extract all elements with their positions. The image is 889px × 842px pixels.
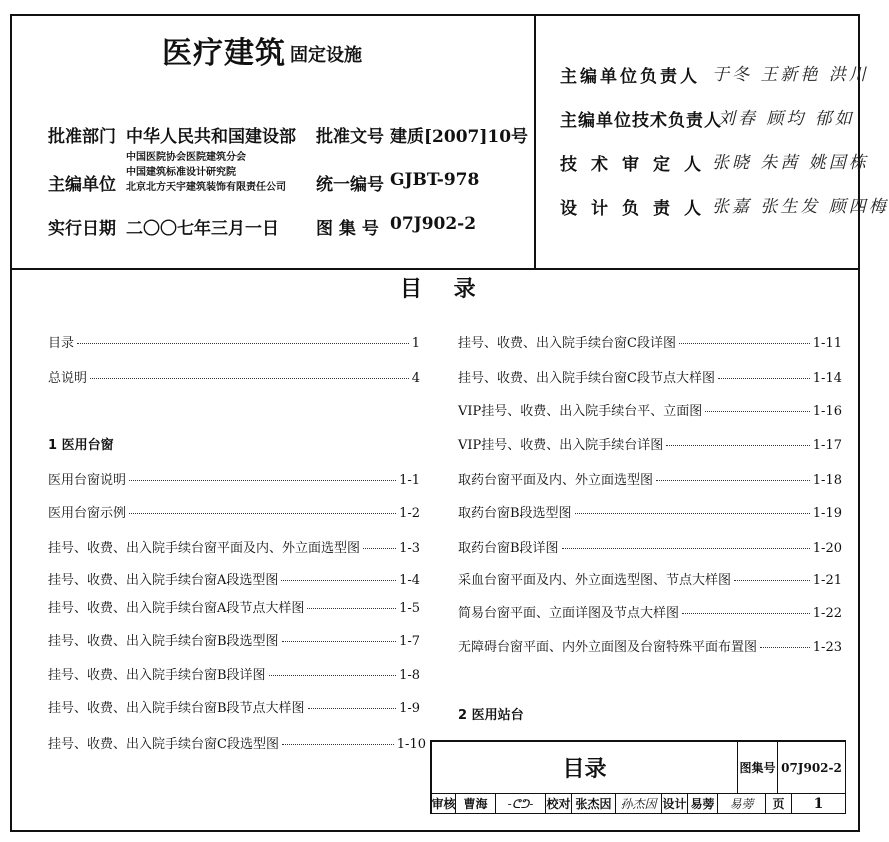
toc-item-label: VIP挂号、收费、出入院手续台详图 [458, 438, 664, 453]
atlas-no: 07J902-2 [390, 214, 477, 234]
toc-item[interactable] [458, 602, 842, 621]
page-label: 页 [766, 794, 792, 814]
review-label: 审核 [432, 794, 456, 814]
section-heading-1: 1 医用台窗 [48, 438, 114, 453]
toc-item[interactable] [458, 569, 842, 588]
toc-item[interactable] [458, 400, 842, 419]
atlas-no-label: 图 集 号 [316, 219, 379, 239]
toc-leader [281, 580, 396, 581]
resp-role-3: 技术审定人 [560, 155, 715, 175]
toc-leader [656, 480, 810, 481]
toc-item-page: 1-20 [812, 541, 842, 556]
toc-item[interactable] [48, 733, 426, 752]
toc-item-label: 挂号、收费、出入院手续台窗C段节点大样图 [458, 371, 715, 386]
toc-item[interactable] [458, 636, 842, 655]
toc-leader [679, 343, 810, 344]
toc-item-page: 1-4 [399, 573, 420, 588]
section-heading-2: 2 医用站台 [458, 708, 524, 723]
toc-leader [90, 378, 409, 379]
reviewer-name: 曹海 [456, 794, 496, 814]
toc-item[interactable] [458, 502, 842, 521]
effective-date: 二〇〇七年三月一日 [126, 219, 279, 239]
toc-item-page: 1-17 [812, 438, 842, 453]
checker-signature: 孙杰因 [616, 794, 662, 814]
toc-item-page: 1-2 [399, 506, 420, 521]
toc-item-label: 挂号、收费、出入院手续台窗C段选型图 [48, 737, 279, 752]
toc-item[interactable] [48, 569, 420, 588]
toc-item-page: 1-5 [399, 601, 420, 616]
header-divider [12, 268, 858, 270]
toc-item-label: 目录 [48, 336, 75, 351]
book-subtitle: 固定设施 [290, 45, 362, 66]
toc-leader [760, 647, 810, 648]
toc-item[interactable] [458, 537, 842, 556]
toc-leader [282, 744, 394, 745]
toc-leader [575, 513, 810, 514]
resp-role-2: 主编单位技术负责人 [560, 111, 722, 131]
toc-item-page: 1-3 [399, 541, 420, 556]
toc-item-label: 采血台窗平面及内、外立面选型图、节点大样图 [458, 573, 732, 588]
toc-item-page: 1-14 [812, 371, 842, 386]
toc-item[interactable] [458, 332, 842, 351]
toc-item[interactable] [458, 469, 842, 488]
toc-item-label: 挂号、收费、出入院手续台窗C段详图 [458, 336, 676, 351]
toc-leader [269, 675, 397, 676]
unified-no: GJBT-978 [390, 170, 480, 190]
toc-leader [562, 548, 810, 549]
title-block [430, 740, 846, 814]
toc-leader [129, 513, 396, 514]
toc-item-page: 1-10 [396, 737, 426, 752]
toc-leader [129, 480, 396, 481]
toc-item-page: 1-23 [812, 640, 842, 655]
book-title: 医疗建筑 [162, 36, 286, 71]
effective-date-label: 实行日期 [48, 219, 116, 239]
editor-unit-2: 中国建筑标准设计研究院 [126, 167, 236, 178]
design-label: 设计 [662, 794, 688, 814]
toc-item-label: 挂号、收费、出入院手续台窗A段选型图 [48, 573, 279, 588]
toc-item[interactable] [48, 597, 420, 616]
resp-sigs-2: 刘春 顾均 郁如 [718, 109, 855, 129]
toc-leader [282, 641, 397, 642]
toc-title: 目 录 [400, 277, 488, 302]
toc-item[interactable] [48, 537, 420, 556]
toc-item-page: 1 [411, 336, 420, 351]
toc-item-label: 医用台窗示例 [48, 506, 127, 521]
toc-item[interactable] [458, 434, 842, 453]
resp-role-4: 设计负责人 [560, 199, 715, 219]
toc-item-label: 医用台窗说明 [48, 473, 127, 488]
toc-item-label: 无障碍台窗平面、内外立面图及台窗特殊平面布置图 [458, 640, 758, 655]
toc-leader [666, 445, 810, 446]
toc-item-page: 1-9 [399, 701, 420, 716]
toc-item[interactable] [48, 502, 420, 521]
resp-role-1: 主编单位负责人 [560, 67, 700, 87]
toc-item-page: 1-11 [812, 336, 842, 351]
toc-item-label: 挂号、收费、出入院手续台窗B段详图 [48, 668, 266, 683]
toc-item-label: 取药台窗平面及内、外立面选型图 [458, 473, 654, 488]
title-block-atlas-no: 07J902-2 [778, 742, 846, 794]
toc-item-label: 挂号、收费、出入院手续台窗B段选型图 [48, 634, 279, 649]
toc-leader [77, 343, 409, 344]
toc-item-page: 1-7 [399, 634, 420, 649]
toc-item-page: 4 [411, 371, 420, 386]
approval-doc: 建质[2007]10号 [390, 127, 529, 147]
approval-dept: 中华人民共和国建设部 [126, 127, 296, 147]
approval-doc-label: 批准文号 [316, 127, 384, 147]
editor-unit-3: 北京北方天宇建筑装饰有限责任公司 [126, 182, 286, 193]
editor-unit-1: 中国医院协会医院建筑分会 [126, 152, 246, 163]
toc-item-page: 1-22 [812, 606, 842, 621]
toc-leader [363, 548, 396, 549]
check-label: 校对 [546, 794, 572, 814]
toc-leader [734, 580, 810, 581]
page-number: 1 [792, 794, 846, 814]
toc-item[interactable] [48, 697, 420, 716]
title-block-name: 目录 [432, 742, 738, 794]
toc-leader [705, 411, 810, 412]
toc-leader [718, 378, 810, 379]
approval-dept-label: 批准部门 [48, 127, 116, 147]
toc-item-label: 简易台窗平面、立面详图及节点大样图 [458, 606, 680, 621]
toc-item-label: 取药台窗B段详图 [458, 541, 559, 556]
editor-unit-label: 主编单位 [48, 175, 116, 195]
toc-item-page: 1-18 [812, 473, 842, 488]
toc-item[interactable] [48, 469, 420, 488]
toc-leader [307, 608, 396, 609]
toc-item[interactable] [48, 332, 420, 351]
designer-signature: 易蒡 [718, 794, 766, 814]
toc-item-page: 1-1 [399, 473, 420, 488]
toc-item[interactable] [458, 367, 842, 386]
reviewer-signature: -ᕦᕤ- [496, 794, 546, 814]
toc-item[interactable] [48, 630, 420, 649]
toc-item-label: 总说明 [48, 371, 88, 386]
toc-item-label: 挂号、收费、出入院手续台窗B段节点大样图 [48, 701, 305, 716]
toc-leader [682, 613, 810, 614]
toc-item-page: 1-19 [812, 506, 842, 521]
resp-sigs-1: 于冬 王新艳 洪川 [712, 65, 869, 85]
resp-sigs-4: 张嘉 张生发 顾四梅 [712, 197, 889, 217]
toc-item-page: 1-8 [399, 668, 420, 683]
toc-leader [308, 708, 397, 709]
toc-item[interactable] [48, 367, 420, 386]
unified-no-label: 统一编号 [316, 175, 384, 195]
checker-name: 张杰因 [572, 794, 616, 814]
title-block-atlas-label: 图集号 [738, 742, 778, 794]
toc-item-label: 取药台窗B段选型图 [458, 506, 572, 521]
designer-name: 易蒡 [688, 794, 718, 814]
toc-item[interactable] [48, 664, 420, 683]
toc-item-page: 1-16 [812, 404, 842, 419]
toc-item-label: 挂号、收费、出入院手续台窗A段节点大样图 [48, 601, 305, 616]
toc-item-page: 1-21 [812, 573, 842, 588]
resp-sigs-3: 张晓 朱茜 姚国栋 [712, 153, 869, 173]
toc-item-label: VIP挂号、收费、出入院手续台平、立面图 [458, 404, 703, 419]
toc-item-label: 挂号、收费、出入院手续台窗平面及内、外立面选型图 [48, 541, 361, 556]
